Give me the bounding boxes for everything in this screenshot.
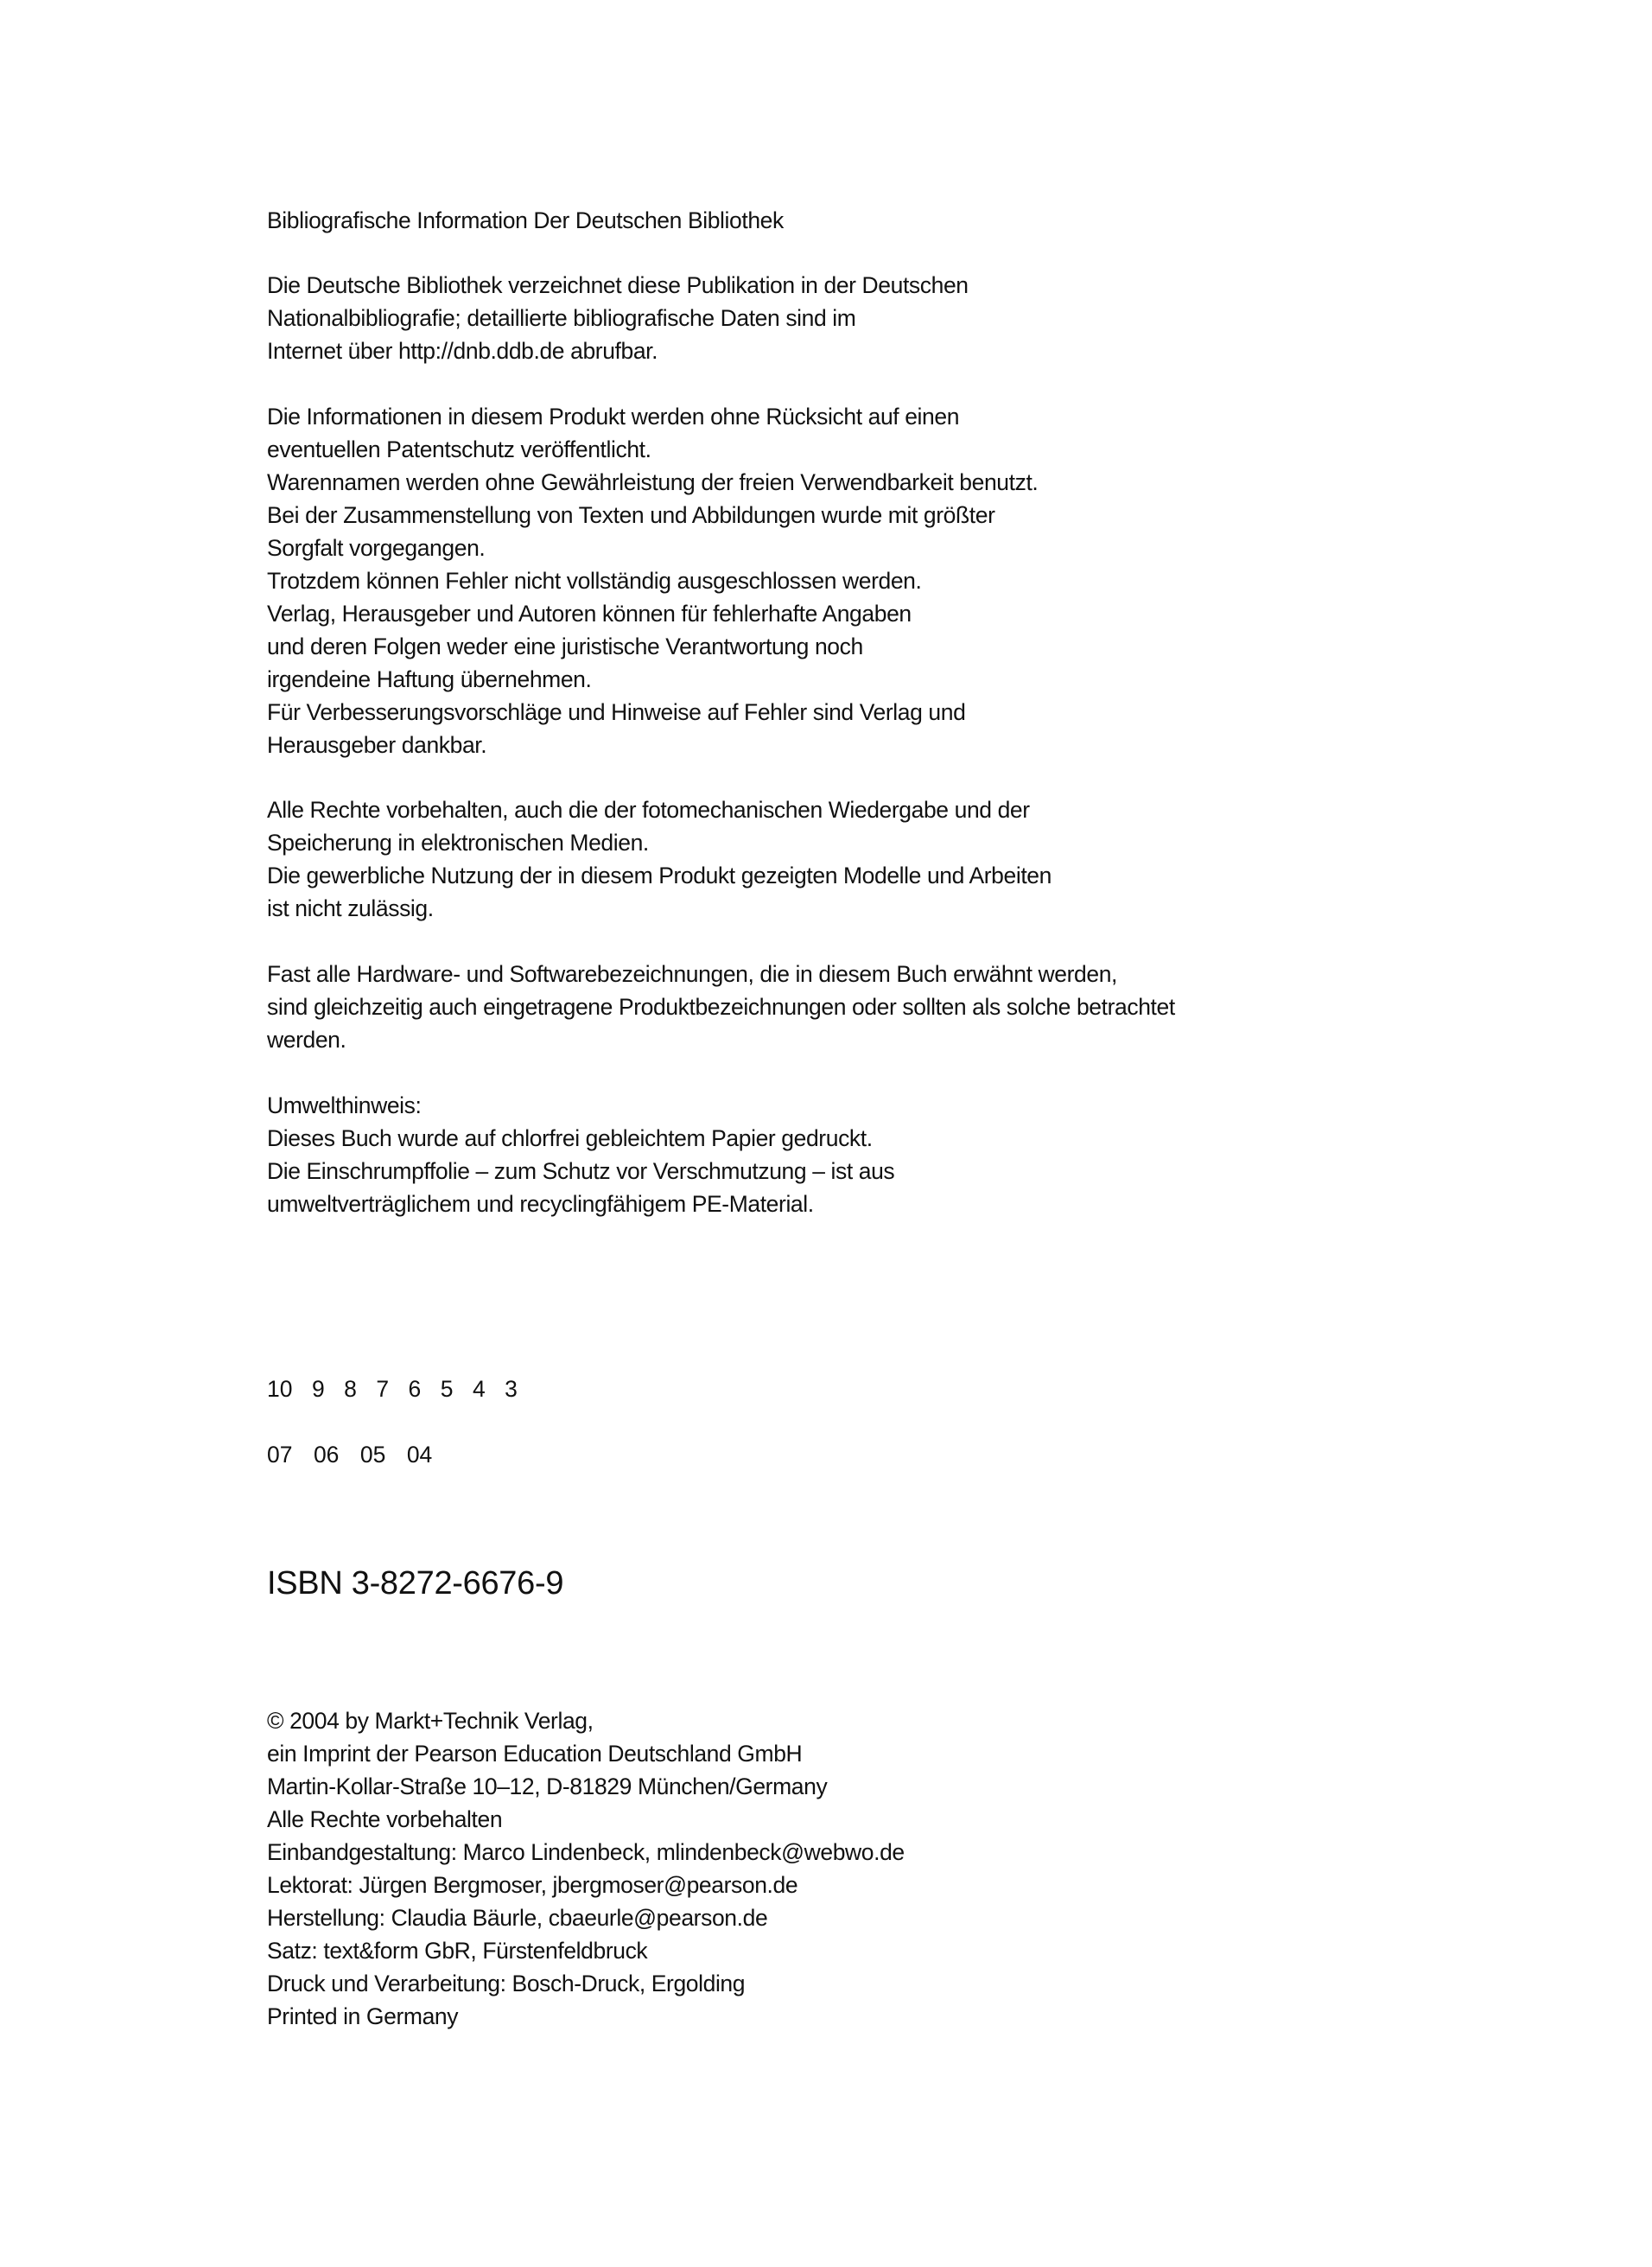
disclaimer-line: Trotzdem können Fehler nicht vollständig ausgeschlossen werden.: [267, 568, 922, 594]
print-year: 04: [406, 1442, 433, 1468]
print-run-number: 4: [472, 1376, 486, 1402]
disclaimer-line: Sorgfalt vorgegangen.: [267, 535, 486, 561]
print-run-number: 9: [311, 1376, 325, 1402]
print-year: 05: [359, 1442, 386, 1468]
environment-line: Dieses Buch wurde auf chlorfrei gebleichtem Papier gedruckt.: [267, 1125, 873, 1151]
environment-line: umweltverträglichem und recyclingfähigem PE-Material.: [267, 1191, 814, 1217]
imprint-page: [267, 0, 1598, 2267]
dnb-line: Nationalbibliografie; detaillierte bibliografische Daten sind im: [267, 305, 856, 331]
disclaimer-line: Bei der Zusammenstellung von Texten und Abbildungen wurde mit größter: [267, 502, 995, 528]
dnb-line: Die Deutsche Bibliothek verzeichnet diese Publikation in der Deutschen: [267, 272, 969, 298]
imprint-line: Einbandgestaltung: Marco Lindenbeck, mlindenbeck@webwo.de: [267, 1839, 905, 1865]
dnb-line: Internet über http://dnb.ddb.de abrufbar.: [267, 338, 658, 364]
print-year-numbers: [267, 1438, 449, 1471]
trademark-line: werden.: [267, 1027, 346, 1053]
trademark-paragraph: [267, 958, 1175, 1056]
imprint-line: Satz: text&form GbR, Fürstenfeldbruck: [267, 1938, 648, 1964]
bibliographic-info-heading: [267, 204, 784, 237]
disclaimer-line: Verlag, Herausgeber und Autoren können für fehlerhafte Angaben: [267, 601, 912, 627]
disclaimer-line: Die Informationen in diesem Produkt werden ohne Rücksicht auf einen: [267, 404, 960, 430]
disclaimer-line: Für Verbesserungsvorschläge und Hinweise auf Fehler sind Verlag und: [267, 699, 966, 725]
print-run-number: 8: [344, 1376, 357, 1402]
rights-line: Die gewerbliche Nutzung der in diesem Produkt gezeigten Modelle und Arbeiten: [267, 863, 1052, 888]
rights-line: ist nicht zulässig.: [267, 895, 434, 921]
imprint-line: © 2004 by Markt+Technik Verlag,: [267, 1708, 594, 1734]
isbn-text: ISBN 3-8272-6676-9: [267, 1565, 564, 1602]
imprint-line: Martin-Kollar-Straße 10–12, D-81829 München/Germany: [267, 1773, 828, 1799]
disclaimer-line: eventuellen Patentschutz veröffentlicht.: [267, 436, 651, 462]
environment-line: Umwelthinweis:: [267, 1092, 422, 1118]
disclaimer-line: Warennamen werden ohne Gewährleistung der freien Verwendbarkeit benutzt.: [267, 469, 1039, 495]
rights-line: Speicherung in elektronischen Medien.: [267, 830, 649, 856]
rights-line: Alle Rechte vorbehalten, auch die der fotomechanischen Wiedergabe und der: [267, 797, 1030, 823]
dnb-paragraph: [267, 269, 969, 367]
rights-paragraph: [267, 793, 1052, 925]
imprint-line: Druck und Verarbeitung: Bosch-Druck, Ergolding: [267, 1971, 746, 1996]
environment-line: Die Einschrumpffolie – zum Schutz vor Verschmutzung – ist aus: [267, 1158, 895, 1184]
print-run-number: 7: [376, 1376, 390, 1402]
print-year: 07: [267, 1442, 293, 1468]
disclaimer-line: Herausgeber dankbar.: [267, 732, 487, 758]
trademark-line: sind gleichzeitig auch eingetragene Produktbezeichnungen oder sollten als solche betrachtet: [267, 994, 1175, 1020]
isbn: [267, 1563, 563, 1604]
imprint-line: Alle Rechte vorbehalten: [267, 1806, 503, 1832]
environment-notice: [267, 1089, 894, 1220]
print-run-numbers: [267, 1372, 533, 1405]
trademark-line: Fast alle Hardware- und Softwarebezeichnungen, die in diesem Buch erwähnt werden,: [267, 961, 1118, 987]
imprint-line: ein Imprint der Pearson Education Deutschland GmbH: [267, 1741, 803, 1767]
imprint-line: Lektorat: Jürgen Bergmoser, jbergmoser@pearson.de: [267, 1872, 798, 1898]
print-run-number: 5: [440, 1376, 454, 1402]
print-run-number: 10: [267, 1376, 293, 1402]
imprint-line: Printed in Germany: [267, 2003, 459, 2029]
disclaimer-line: und deren Folgen weder eine juristische Verantwortung noch: [267, 634, 863, 659]
print-run-number: 6: [408, 1376, 422, 1402]
disclaimer-line: irgendeine Haftung übernehmen.: [267, 666, 592, 692]
print-run-number: 3: [505, 1376, 518, 1402]
disclaimer-paragraph: [267, 400, 1038, 761]
print-year: 06: [313, 1442, 340, 1468]
heading-text: Bibliografische Information Der Deutschen Bibliothek: [267, 207, 784, 233]
imprint-line: Herstellung: Claudia Bäurle, cbaeurle@pearson.de: [267, 1905, 768, 1931]
publisher-imprint: [267, 1704, 905, 2033]
